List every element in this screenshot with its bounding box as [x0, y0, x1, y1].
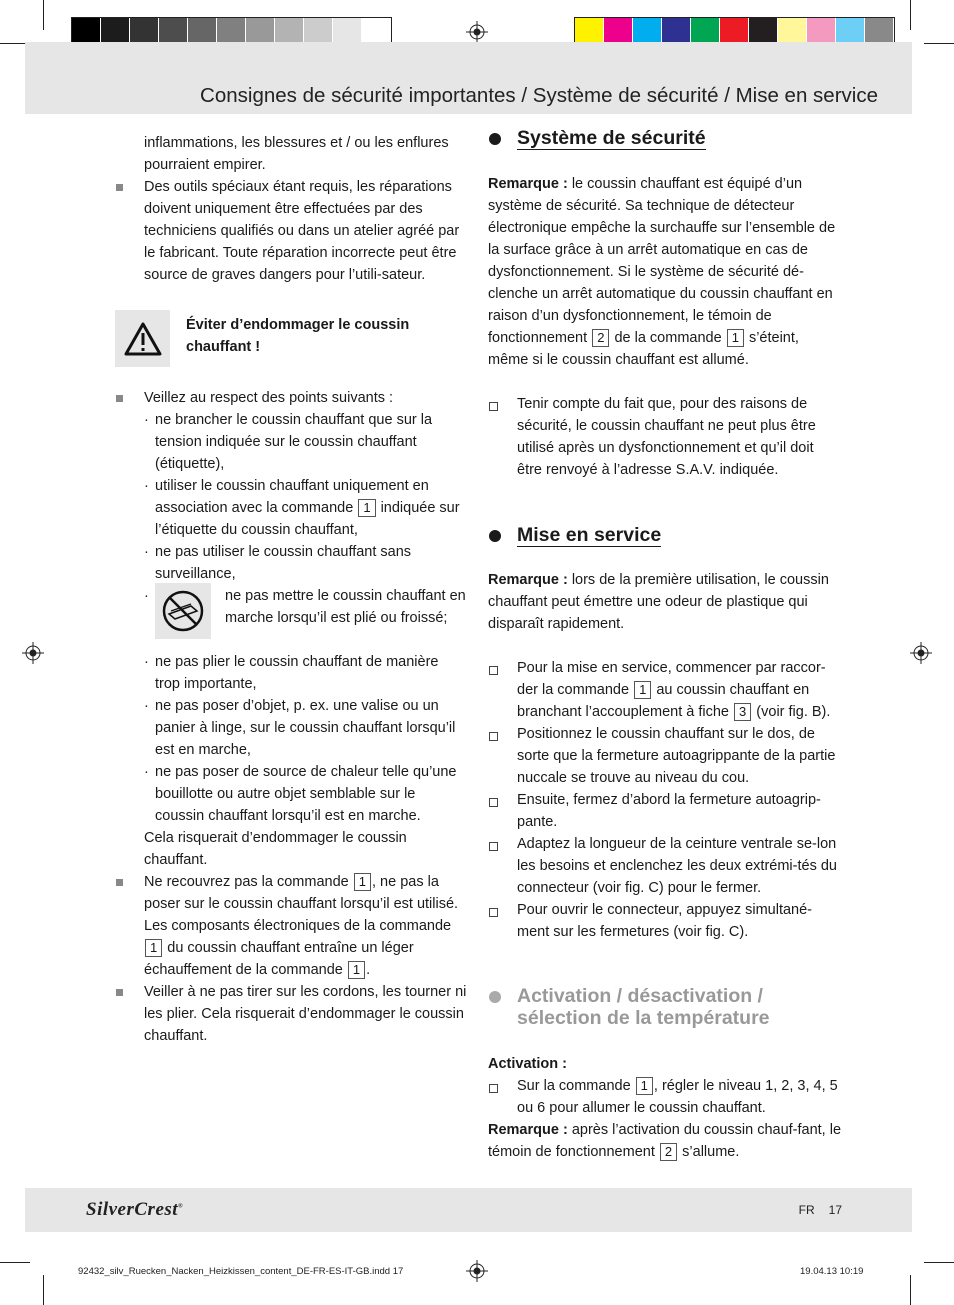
slug-filename: 92432_silv_Ruecken_Nacken_Heizkissen_content_DE-FR-ES-IT-GB.indd 17: [78, 1266, 404, 1277]
part-number-ref: 1: [145, 939, 162, 957]
subheading-activation: [488, 1053, 842, 1075]
text: indiquée sur l’étiquette du coussin chauffant,: [155, 500, 460, 538]
part-number-ref: 2: [592, 329, 609, 347]
text: de la commande: [614, 330, 722, 346]
checklist-item: Positionnez le coussin chauffant sur le dos, de sorte que la fermeture autoagrippante de la partie nuccale se trouve au niveau du cou.: [488, 723, 842, 789]
text: , ne pas la poser sur le coussin chauffant lorsqu’il est utilisé. Les composants électroniques de la commande: [144, 874, 459, 934]
heading-text: Mise en service: [517, 524, 662, 546]
heading-text: Système de sécurité: [517, 127, 706, 149]
text: le coussin chauffant est équipé d’un système de sécurité. Sa technique de détecteur électronique empêche la surchauffe sur l’ensemble de la surface grâce à un arrêt automatique en cas de dysfonctionnement. Si le système de sécurité dé-clenche un arrêt automatique du coussin chauffant en raison d’un dysfonctionnement, le témoin de fonctionnement: [488, 176, 836, 346]
part-number-ref: 1: [727, 329, 744, 347]
checklist-item: Pour ouvrir le connecteur, appuyez simultané-ment sur les fermetures (voir fig. C).: [488, 899, 842, 943]
note-paragraph: [488, 173, 842, 371]
right-column: [488, 127, 842, 1163]
text: Sur la commande: [517, 1078, 631, 1094]
checklist-item: Ensuite, fermez d’abord la fermeture autoagrip-pante.: [488, 789, 842, 833]
note-label: Remarque :: [488, 572, 568, 588]
note-label: Remarque :: [488, 176, 568, 192]
part-number-ref: 1: [634, 681, 651, 699]
registration-mark-icon: [466, 21, 488, 43]
slug-date: 19.04.13 10:19: [800, 1266, 864, 1277]
language-code: FR: [798, 1203, 815, 1217]
note-paragraph: [488, 1119, 842, 1163]
subheading-label: Activation :: [488, 1056, 567, 1072]
crop-mark: [924, 43, 954, 44]
registration-mark-icon: [910, 642, 932, 664]
text: au coussin chauffant en branchant l’accouplement à fiche: [517, 682, 810, 720]
text: lors de la première utilisation, le coussin chauffant peut émettre une odeur de plastique qui disparaît rapidement.: [488, 572, 829, 632]
text: du coussin chauffant entraîne un léger échauffement de la commande: [144, 940, 414, 978]
sub-list-text: · ne pas mettre le coussin chauffant en marche lorsqu’il est plié ou froissé;: [225, 588, 466, 626]
crop-mark: [910, 1275, 911, 1305]
section-heading-activation: [488, 985, 842, 1029]
sub-list-item: · ne pas poser d’objet, p. ex. une valise ou un panier à linge, sur le coussin chauffant lorsqu’il est en marche,: [115, 695, 467, 761]
sub-list-item: · ne pas plier le coussin chauffant de manière trop importante,: [115, 651, 467, 695]
crop-mark: [0, 1262, 30, 1263]
registration-mark-icon: [22, 642, 44, 664]
sub-list-item: [115, 475, 467, 541]
crop-mark: [924, 1262, 954, 1263]
sub-list-item: · ne pas utiliser le coussin chauffant sans surveillance,: [115, 541, 467, 585]
crop-mark: [43, 0, 44, 30]
note-label: Remarque :: [488, 1122, 568, 1138]
left-column: [115, 132, 467, 1047]
part-number-ref: 1: [358, 499, 375, 517]
crop-mark: [910, 0, 911, 30]
section-heading-setup: [488, 524, 842, 546]
list-item: Veillez au respect des points suivants :: [115, 387, 467, 409]
checklist-item: [488, 657, 842, 723]
section-heading-safety: [488, 127, 842, 149]
heading-text: sélection de la température: [517, 1007, 770, 1029]
no-folded-pad-icon: [155, 583, 211, 639]
text: utiliser le coussin chauffant uniquement en association avec la commande: [155, 478, 429, 516]
part-number-ref: 3: [734, 703, 751, 721]
brand-logo: [86, 1199, 183, 1221]
text: Ne recouvrez pas la commande: [144, 874, 349, 890]
text: (voir fig. B).: [756, 704, 831, 720]
sub-list-item-with-image: [115, 585, 467, 651]
part-number-ref: 1: [348, 961, 365, 979]
part-number-ref: 1: [354, 873, 371, 891]
checklist-item: Adaptez la longueur de la ceinture ventrale se-lon les besoins et enclenchez les deux extrémi-tés du connecteur (voir fig. C) pour le fermer.: [488, 833, 842, 899]
list-item: [115, 871, 467, 981]
page-info: [799, 1203, 842, 1217]
checklist-item: Tenir compte du fait que, pour des raisons de sécurité, le coussin chauffant ne peut plus être utilisé après un dysfonctionnement et qu’il doit être renvoyé à l’adresse S.A.V. indiquée.: [488, 393, 842, 481]
part-number-ref: 2: [660, 1143, 677, 1161]
warning-box: [115, 310, 467, 367]
brand-name: SilverCrest: [86, 1199, 179, 1220]
part-number-ref: 1: [636, 1077, 653, 1095]
list-item: Veiller à ne pas tirer sur les cordons, les tourner ni les plier. Cela risquerait d’endommager le coussin chauffant.: [115, 981, 467, 1047]
text: .: [366, 962, 371, 978]
note-paragraph: [488, 569, 842, 635]
text: Pour la mise en service, commencer par raccor-der la commande: [517, 660, 826, 698]
heading-text: Activation / désactivation /: [517, 985, 763, 1007]
list-item-continuation: Cela risquerait d’endommager le coussin chauffant.: [144, 830, 407, 868]
text: s’éteint, même si le coussin chauffant est allumé.: [488, 330, 799, 368]
checklist-item: [488, 1075, 842, 1119]
page-number: 17: [828, 1203, 842, 1217]
warning-text: Éviter d’endommager le coussin chauffant !: [186, 317, 410, 355]
registration-mark-icon: [466, 1260, 488, 1282]
list-item: Des outils spéciaux étant requis, les réparations doivent uniquement être effectuées par des techniciens qualifiés ou dans un atelier agréé par le fabricant. Toute réparation incorrecte peut être source de graves dangers pour l’utili-sateur.: [115, 176, 467, 286]
page-title: Consignes de sécurité importantes / Système de sécurité / Mise en service: [200, 84, 878, 107]
continued-text: inflammations, les blessures et / ou les enflures pourraient empirer.: [144, 135, 449, 173]
text: s’allume.: [682, 1144, 740, 1160]
text: après l’activation du coussin chauf-fant, le témoin de fonctionnement: [488, 1122, 842, 1160]
warning-triangle-icon: [115, 310, 170, 367]
text: , régler le niveau 1, 2, 3, 4, 5 ou 6 pour allumer le coussin chauffant.: [517, 1078, 838, 1116]
sub-list-item: · ne pas poser de source de chaleur telle qu’une bouillotte ou autre objet semblable sur le coussin chauffant lorsqu’il est en marche.: [115, 761, 467, 827]
trademark: ®: [178, 1203, 184, 1210]
sub-list-item: · ne brancher le coussin chauffant que sur la tension indiquée sur le coussin chauffant (étiquette),: [115, 409, 467, 475]
crop-mark: [43, 1275, 44, 1305]
